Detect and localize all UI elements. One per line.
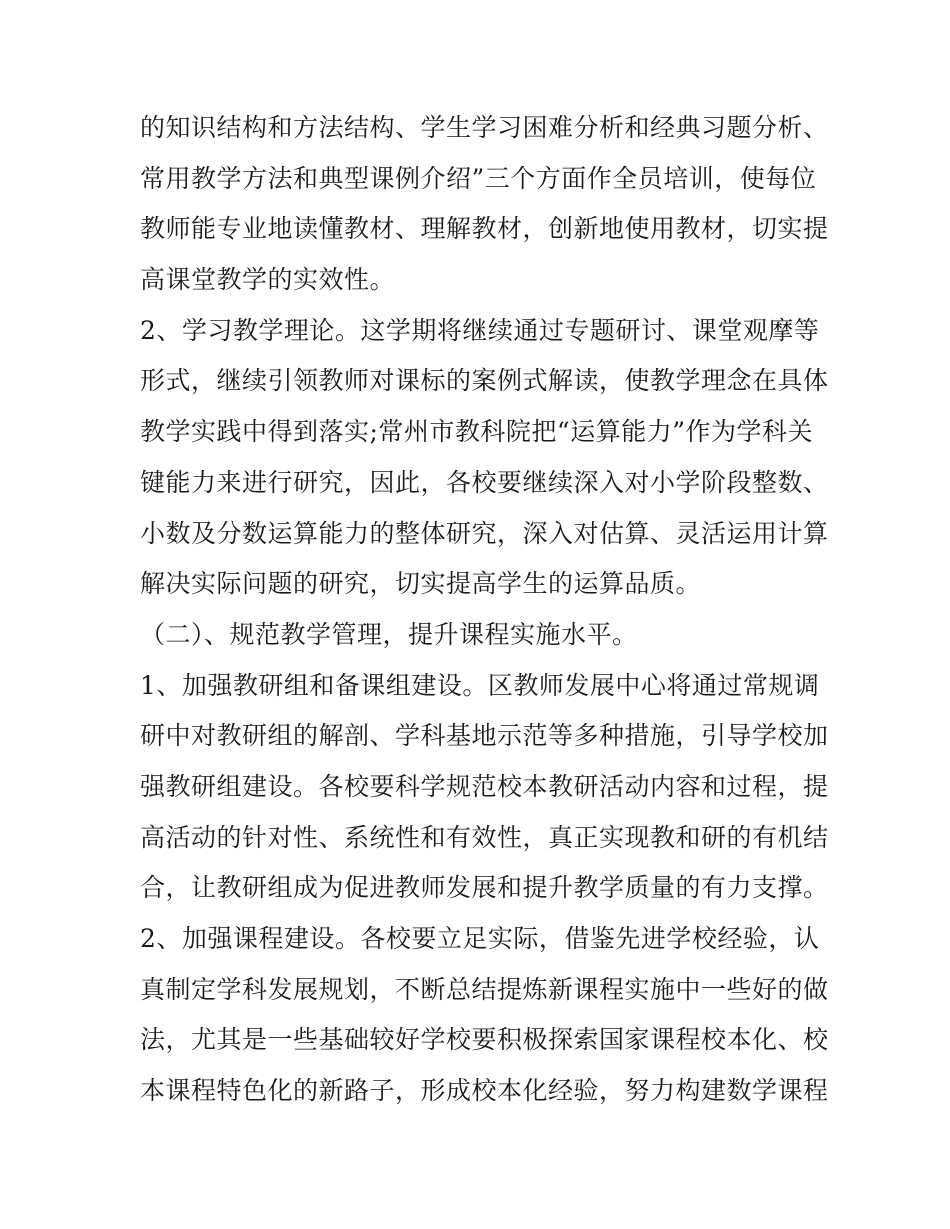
text-line: 2、学习教学理论。这学期将继续通过专题研讨、课堂观摩等 [140,315,820,345]
text-line: 小数及分数运算能力的整体研究，深入对估算、灵活运用计算 [140,518,829,548]
text-line: 本课程特色化的新路子，形成校本化经验，努力构建数学课程 [140,1076,829,1106]
text-line: 键能力来进行研究，因此，各校要继续深入对小学阶段整数、 [140,467,829,497]
text-line: 教学实践中得到落实;常州市教科院把“运算能力”作为学科关 [140,417,813,447]
text-line: 真制定学科发展规划，不断总结提炼新课程实施中一些好的做 [140,974,829,1004]
section-heading: （二）、规范教学管理，提升课程实施水平。 [140,619,638,649]
text-line: 形式，继续引领教师对课标的案例式解读，使教学理念在具体 [140,366,829,396]
text-line: 的知识结构和方法结构、学生学习困难分析和经典习题分析、 [140,113,829,142]
text-line: 研中对教研组的解剖、学科基地示范等多种措施，引导学校加 [140,721,829,751]
text-line: 教师能专业地读懂教材、理解教材，创新地使用教材，切实提 [140,214,829,244]
text-line: 强教研组建设。各校要科学规范校本教研活动内容和过程，提 [140,771,829,801]
text-line: 高活动的针对性、系统性和有效性，真正实现教和研的有机结 [140,822,829,852]
text-line: 法，尤其是一些基础较好学校要积极探索国家课程校本化、校 [140,1025,829,1055]
text-line: 1、加强教研组和备课组建设。区教师发展中心将通过常规调 [140,670,820,700]
text-line: 合，让教研组成为促进教师发展和提升教学质量的有力支撑。 [140,873,829,903]
body-text [140,103,829,1117]
text-line: 常用教学方法和典型课例介绍”三个方面作全员培训，使每位 [140,163,817,193]
text-line: 2、加强课程建设。各校要立足实际，借鉴先进学校经验，认 [140,924,820,953]
text-line: 解决实际问题的研究，切实提高学生的运算品质。 [140,569,702,599]
text-line: 高课堂教学的实效性。 [140,265,396,295]
